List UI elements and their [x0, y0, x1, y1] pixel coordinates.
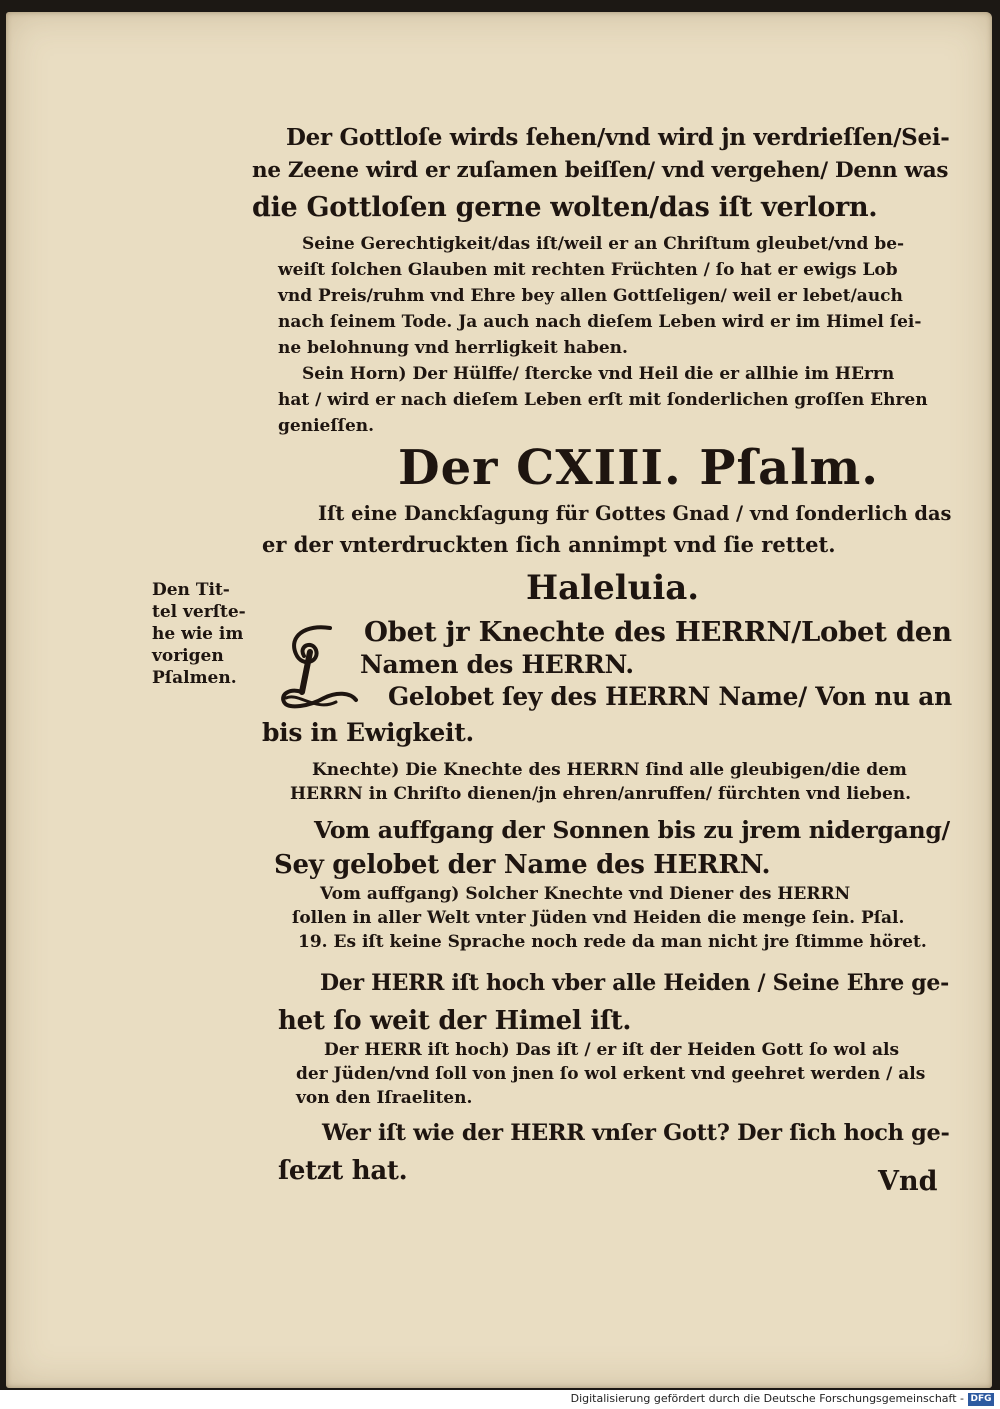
gloss-line: weiſt ſolchen Glauben mit rechten Früchten / ſo hat er ewigs Lob — [278, 260, 898, 280]
gloss-line: Sein Horn) Der Hülffe/ ſtercke vnd Heil die er allhie im HErrn — [302, 364, 895, 384]
initial-flourish-icon — [276, 622, 360, 714]
gloss-line: HERRN in Chriſto dienen/jn ehren/anruffen/ fürchten vnd lieben. — [290, 784, 912, 804]
verse-line: ſetzt hat. — [278, 1156, 408, 1186]
gloss-line: ſollen in aller Welt vnter Jüden vnd Heiden die menge ſein. Pſal. — [292, 908, 905, 928]
gloss-line: hat / wird er nach dieſem Leben erſt mit ſonderlichen groſſen Ehren — [278, 390, 928, 410]
verse-line: Wer iſt wie der HERR vnſer Gott? Der ſich hoch ge- — [322, 1120, 950, 1146]
catchword: Vnd — [878, 1166, 938, 1197]
psalm-summary-line: er der vnterdruckten ſich annimpt vnd ſie rettet. — [262, 532, 836, 557]
gloss-line: nach ſeinem Tode. Ja auch nach dieſem Leben wird er im Himel ſei- — [278, 312, 922, 332]
gloss-line: von den Iſraeliten. — [296, 1088, 473, 1108]
verse-line: Der Gottloſe wirds ſehen/vnd wird jn verdrieſſen/Sei- — [286, 124, 950, 151]
verse-line: Vom auffgang der Sonnen bis zu jrem nidergang/ — [314, 816, 950, 844]
gloss-line: genieſſen. — [278, 416, 375, 436]
gloss-line: der Jüden/vnd ſoll von jnen ſo wol erkent vnd geehret werden / als — [296, 1064, 926, 1084]
verse-line: Namen des HERRN. — [360, 650, 634, 679]
verse-line: ne Zeene wird er zuſamen beiſſen/ vnd vergehen/ Denn was — [252, 158, 949, 183]
margin-note-line: vorigen — [152, 646, 224, 666]
margin-note-line: tel verſte- — [152, 602, 246, 622]
gloss-line: Der HERR iſt hoch) Das iſt / er iſt der Heiden Gott ſo wol als — [324, 1040, 900, 1060]
verse-line: bis in Ewigkeit. — [262, 718, 474, 747]
verse-line: Gelobet ſey des HERRN Name/ Von nu an — [388, 682, 952, 711]
gloss-line: Vom auffgang) Solcher Knechte vnd Diener des HERRN — [320, 884, 851, 904]
verse-line: Obet jr Knechte des HERRN/Lobet den — [364, 616, 952, 648]
dfg-logo: DFG — [968, 1393, 994, 1406]
halleluja-heading: Haleluia. — [526, 568, 700, 608]
gloss-line: ne belohnung vnd herrligkeit haben. — [278, 338, 628, 358]
decorated-initial — [276, 622, 360, 714]
verse-line: Der HERR iſt hoch vber alle Heiden / Seine Ehre ge- — [320, 970, 949, 996]
margin-note-line: he wie im — [152, 624, 244, 644]
gloss-line: vnd Preis/ruhm vnd Ehre bey allen Gottſeligen/ weil er lebet/auch — [278, 286, 903, 306]
footer-bar — [0, 1390, 1000, 1409]
gloss-line: Seine Gerechtigkeit/das iſt/weil er an Chriſtum gleubet/vnd be- — [302, 234, 905, 254]
gloss-line: Knechte) Die Knechte des HERRN ſind alle gleubigen/die dem — [312, 760, 907, 780]
margin-note-line: Den Tit- — [152, 580, 230, 600]
footer-credit: Digitalisierung gefördert durch die Deutsche Forschungsgemeinschaft - — [570, 1392, 964, 1405]
psalm-heading: Der CXIII. Pſalm. — [398, 440, 879, 496]
verse-line: het ſo weit der Himel iſt. — [278, 1006, 632, 1036]
margin-note-line: Pſalmen. — [152, 668, 237, 688]
verse-line: die Gottloſen gerne wolten/das iſt verlorn. — [252, 192, 878, 223]
gloss-line: 19. Es iſt keine Sprache noch rede da man nicht jre ſtimme höret. — [298, 932, 927, 952]
book-page — [6, 12, 992, 1388]
psalm-summary-line: Iſt eine Danckſagung für Gottes Gnad / vnd ſonderlich das — [318, 502, 952, 525]
verse-line: Sey gelobet der Name des HERRN. — [274, 850, 771, 880]
